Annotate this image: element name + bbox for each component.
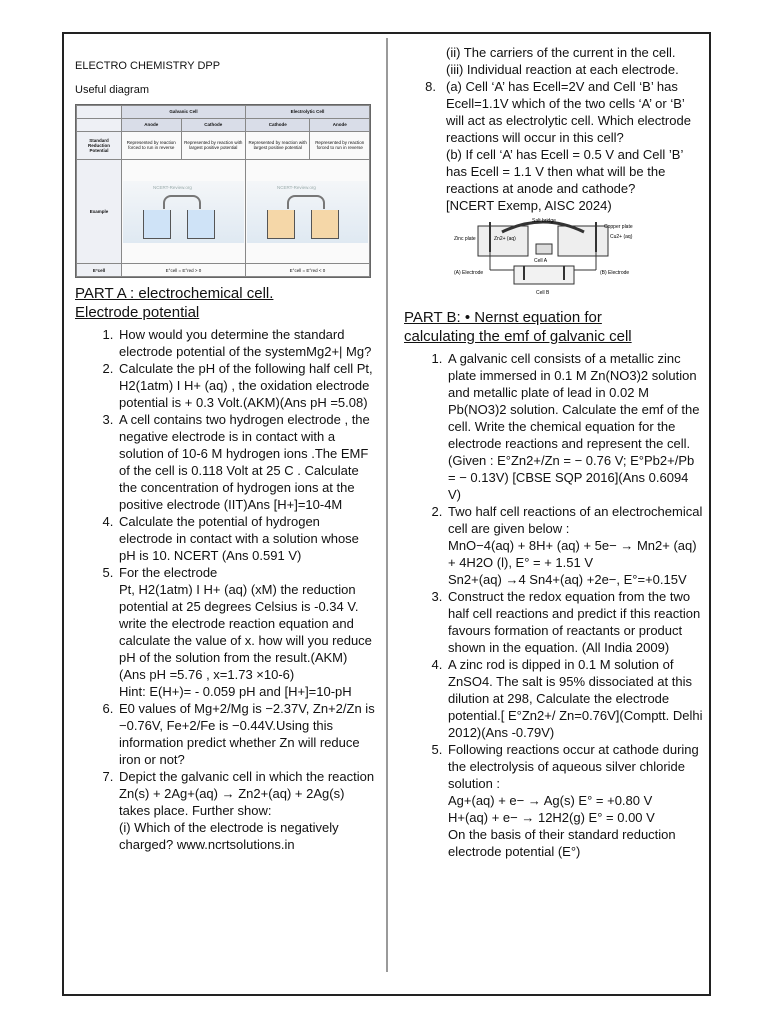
- useful-diagram-table: Galvanic Cell Electrolytic Cell Anode Cathode Cathode Anode Standard Reduction Potential Represented by reaction forced to run in reverse Represented by reaction with largest positive potential Represented by reaction with largest positive potential Represented by reaction forced to run in reverse Example NCERT-Review.org NCERT-Review.org E°cell E°cell = E°red > 0 E°cell = E°red < 0: [75, 104, 371, 278]
- e-anode-header: Anode: [310, 118, 370, 131]
- list-item: 4. Calculate the potential of hydrogen electrode in contact with a solution whose pH is 10. NCERT (Ans 0.591 V): [117, 513, 375, 564]
- column-divider: [386, 38, 388, 972]
- list-item: 7. Depict the galvanic cell in which the reaction Zn(s) + 2Ag+(aq) → Zn2+(aq) + 2Ag(s) takes place. Further show: (i) Which of the electrode is negatively charged? www.ncrtsolutions.in: [117, 768, 375, 853]
- list-item: 5. Following reactions occur at cathode during the electrolysis of aqueous silver chloride solution : Ag+(aq) + e− → Ag(s) E° = +0.80 V H+(aq) + e− → 12H2(g) E° = 0.00 V On the basis of their standard reduction electrode potential (E°): [446, 741, 704, 860]
- svg-text:Cell B: Cell B: [536, 290, 550, 296]
- galvanic-header: Galvanic Cell: [122, 106, 246, 119]
- part-a-questions: [75, 326, 375, 853]
- svg-text:(A) Electrode: (A) Electrode: [454, 270, 484, 276]
- svg-text:Cell A: Cell A: [534, 258, 548, 264]
- doc-subtitle: Useful diagram: [75, 84, 149, 96]
- list-item: 2. Calculate the pH of the following half cell Pt, H2(1atm) I H+ (aq) , the oxidation electrode potential is + 0.3 Volt.(AKM)(Ans pH =5.08): [117, 360, 375, 411]
- electrolytic-header: Electrolytic Cell: [245, 106, 369, 119]
- g-anode-header: Anode: [122, 118, 182, 131]
- list-item: 6. E0 values of Mg+2/Mg is −2.37V, Zn+2/Zn is −0.76V, Fe+2/Fe is −0.44V.Using this information predict whether Zn will reduce iron or not?: [117, 700, 375, 768]
- list-item: 3. Construct the redox equation from the two half cell reactions and predict if this reaction favours formation of reactants or product shown in the equation. (All India 2009): [446, 588, 704, 656]
- ecell-row-label: E°cell: [77, 264, 122, 277]
- example-row-label: Example: [77, 160, 122, 264]
- svg-text:Copper plate: Copper plate: [604, 224, 633, 230]
- g-cathode-header: Cathode: [181, 118, 245, 131]
- svg-text:(B) Electrode: (B) Electrode: [600, 270, 630, 276]
- svg-text:Cu2+ (aq): Cu2+ (aq): [610, 234, 633, 240]
- cell-a-b-figure: [454, 214, 650, 302]
- list-item: 1. A galvanic cell consists of a metallic zinc plate immersed in 0.1 M Zn(NO3)2 solution and metallic plate of lead in 0.02 M Pb(NO3)2 solution. Calculate the emf of the cell. Write the chemical equation for the electrode reactions and represent the cell. (Given : E°Zn2+/Zn = − 0.76 V; E°Pb2+/Pb = − 0.13V) [CBSE SQP 2016](Ans 0.6094 V): [446, 350, 704, 503]
- list-item: 1. How would you determine the standard electrode potential of the systemMg2+| Mg?: [117, 326, 375, 360]
- doc-title: ELECTRO CHEMISTRY DPP: [75, 60, 221, 72]
- right-column: [404, 44, 704, 860]
- svg-text:Zinc plate: Zinc plate: [454, 236, 476, 242]
- left-column: [75, 60, 375, 853]
- e-cathode-header: Cathode: [245, 118, 309, 131]
- srp-row-label: Standard Reduction Potential: [77, 131, 122, 160]
- part-a-heading: PART A : electrochemical cell. Electrode potential: [75, 285, 274, 321]
- q7-continued: (ii) The carriers of the current in the cell. (iii) Individual reaction at each electrode.: [446, 45, 679, 77]
- list-item: 5. For the electrode Pt, H2(1atm) I H+ (aq) (xM) the reduction potential at 25 degrees Celsius is -0.34 V. write the electrode reaction equation and calculate the value of x. how will you reduce pH of the solution from the result.(AKM) (Ans pH =5.76 , x=1.73 ×10-6) Hint: E(H+)= - 0.059 pH and [H+]=10-pH: [117, 564, 375, 700]
- svg-text:Salt bridge: Salt bridge: [532, 218, 556, 224]
- question-8: 8. (a) Cell ‘A’ has Ecell=2V and Cell ‘B’ has Ecell=1.1V which of the two cells ‘A’ or ‘B’ will act as electrolytic cell. Which electrode reactions will occur in this cell? (b) If cell ‘A’ has Ecell = 0.5 V and Cell ’B’ has Ecell = 1.1 V then what will be the reactions at anode and cathode? [NCERT Exemp, AISC 2024): [425, 79, 691, 213]
- list-item: 4. A zinc rod is dipped in 0.1 M solution of ZnSO4. The salt is 95% dissociated at this dilution at 298, Calculate the electrode potential.[ E°Zn2+/ Zn=0.76V](Comptt. Delhi 2012)(Ans -0.79V): [446, 656, 704, 741]
- galvanic-example-figure: NCERT-Review.org: [122, 160, 246, 264]
- part-b-questions: [404, 350, 704, 860]
- svg-text:Zn2+ (aq): Zn2+ (aq): [494, 236, 516, 242]
- electrolytic-example-figure: NCERT-Review.org: [245, 160, 369, 264]
- list-item: 3. A cell contains two hydrogen electrode , the negative electrode is in contact with a solution of 10-6 M hydrogen ions .The EMF of the cell is 0.118 Volt at 25 C . Calculate the concentration of hydrogen ions at the positive electrode (IIT)Ans [H+]=10-4M: [117, 411, 375, 513]
- list-item: 2. Two half cell reactions of an electrochemical cell are given below : MnO−4(aq) + 8H+ (aq) + 5e− → Mn2+ (aq) + 4H2O (l), E° = + 1.51 V Sn2+(aq) →4 Sn4+(aq) +2e−, E°=+0.15V: [446, 503, 704, 588]
- part-b-heading: PART B: • Nernst equation for calculating the emf of galvanic cell: [404, 309, 632, 345]
